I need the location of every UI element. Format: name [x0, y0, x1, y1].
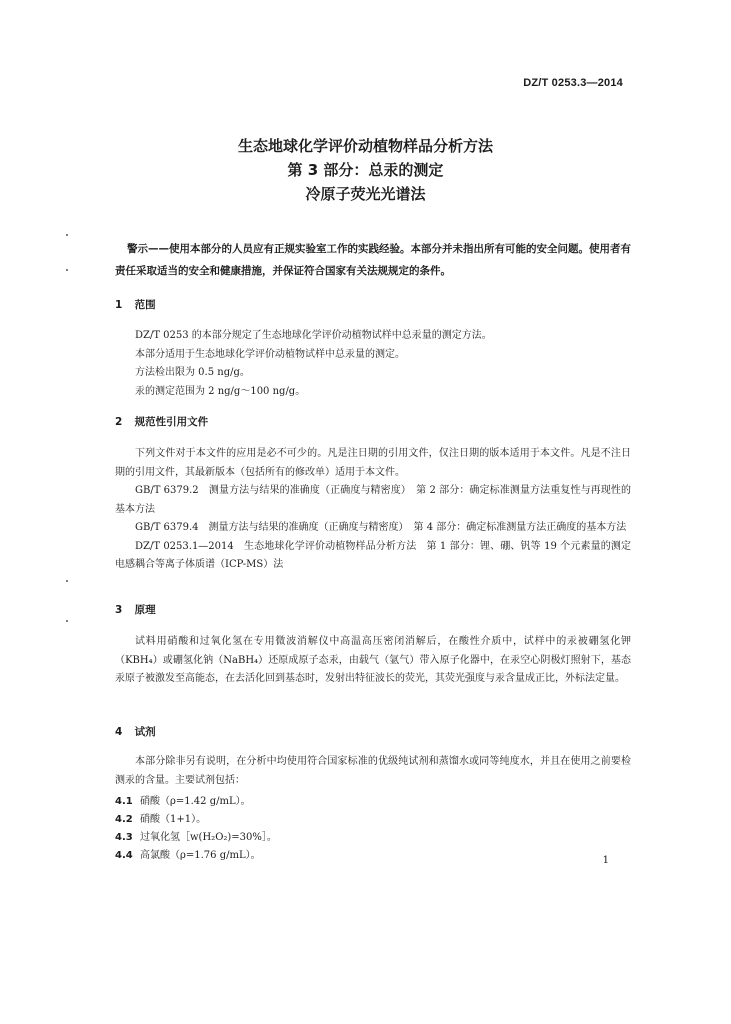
title-line-3: 冷原子荧光光谱法 [305, 185, 426, 203]
title-block [0, 134, 731, 206]
scan-speck [66, 234, 68, 236]
paragraph: DZ/T 0253 的本部分规定了生态地球化学评价动植物试样中总汞量的测定方法。 [135, 330, 492, 341]
reference-item: DZ/T 0253.1—2014 生态地球化学评价动植物样品分析方法 第 1 部分：锂、硼、钒等 19 个元素量的测定 电感耦合等离子体质谱（ICP-MS）法 [115, 540, 641, 570]
section-3-body [115, 633, 631, 689]
section-title: 试剂 [134, 726, 156, 738]
item-number: 4.2 [115, 814, 133, 825]
section-4-body [115, 753, 631, 790]
paragraph: 本部分适用于生态地球化学评价动植物试样中总汞量的测定。 [135, 348, 405, 360]
reagent-item [115, 828, 277, 843]
scan-speck [66, 580, 68, 582]
page-number: 1 [602, 855, 609, 866]
section-heading [115, 602, 156, 617]
item-text: 过氧化氢［w(H₂O₂)=30%］。 [140, 832, 277, 843]
paragraph: 方法检出限为 0.5 ng/g。 [135, 367, 250, 378]
title-line-1: 生态地球化学评价动植物样品分析方法 [237, 137, 493, 155]
reference-item: GB/T 6379.4 测量方法与结果的准确度（正确度与精密度） 第 4 部分：确定标准测量方法正确度的基本方法 [135, 522, 627, 533]
scan-speck [66, 269, 68, 271]
section-number: 2 [115, 416, 123, 428]
section-number: 1 [115, 299, 123, 311]
standard-code: DZ/T 0253.3—2014 [523, 77, 623, 89]
reference-item: GB/T 6379.2 测量方法与结果的准确度（正确度与精密度） 第 2 部分：确定标准测量方法重复性与再现性的基本方法 [115, 485, 631, 515]
section-2-body [115, 445, 641, 575]
section-1-body [115, 327, 631, 401]
item-number: 4.4 [115, 850, 133, 861]
section-heading [115, 297, 156, 312]
section-heading [115, 414, 208, 429]
section-heading [115, 724, 156, 739]
paragraph: 试料用硝酸和过氧化氢在专用微波消解仪中高温高压密闭消解后，在酸性介质中，试样中的汞被硼氢化钾（KBH₄）或硼氢化钠（NaBH₄）还原成原子态汞，由载气（氩气）带入原子化器中，在汞空心阴极灯照射下，基态汞原子被激发至高能态，在去活化回到基态时，发射出特征波长的荧光，其荧光强度与汞含量成正比，外标法定量。 [115, 636, 631, 684]
paragraph: 汞的测定范围为 2 ng/g～100 ng/g。 [135, 385, 306, 397]
section-title: 原理 [134, 604, 156, 616]
section-number: 3 [115, 604, 123, 616]
item-text: 硝酸（ρ=1.42 g/mL）。 [140, 796, 251, 807]
paragraph: 本部分除非另有说明，在分析中均使用符合国家标准的优级纯试剂和蒸馏水或同等纯度水，并且在使用之前要检测汞的含量。主要试剂包括： [115, 756, 631, 786]
title-line-2: 第 3 部分：总汞的测定 [287, 161, 444, 179]
warning-notice: 警示——使用本部分的人员应有正规实验室工作的实践经验。本部分并未指出所有可能的安全问题。使用者有责任采取适当的安全和健康措施，并保证符合国家有关法规规定的条件。 [115, 243, 631, 277]
item-number: 4.1 [115, 796, 133, 807]
item-text: 高氯酸（ρ=1.76 g/mL）。 [140, 850, 261, 861]
reagent-item [115, 792, 251, 807]
section-title: 范围 [134, 299, 156, 311]
reagent-item [115, 846, 261, 861]
reagent-item [115, 810, 206, 825]
item-text: 硝酸（1+1）。 [140, 814, 207, 825]
scan-speck [66, 620, 68, 622]
paragraph: 下列文件对于本文件的应用是必不可少的。凡是注日期的引用文件，仅注日期的版本适用于本文件。凡是不注日期的引用文件，其最新版本（包括所有的修改单）适用于本文件。 [115, 448, 631, 478]
item-number: 4.3 [115, 832, 133, 843]
section-number: 4 [115, 726, 123, 738]
section-title: 规范性引用文件 [134, 416, 209, 428]
